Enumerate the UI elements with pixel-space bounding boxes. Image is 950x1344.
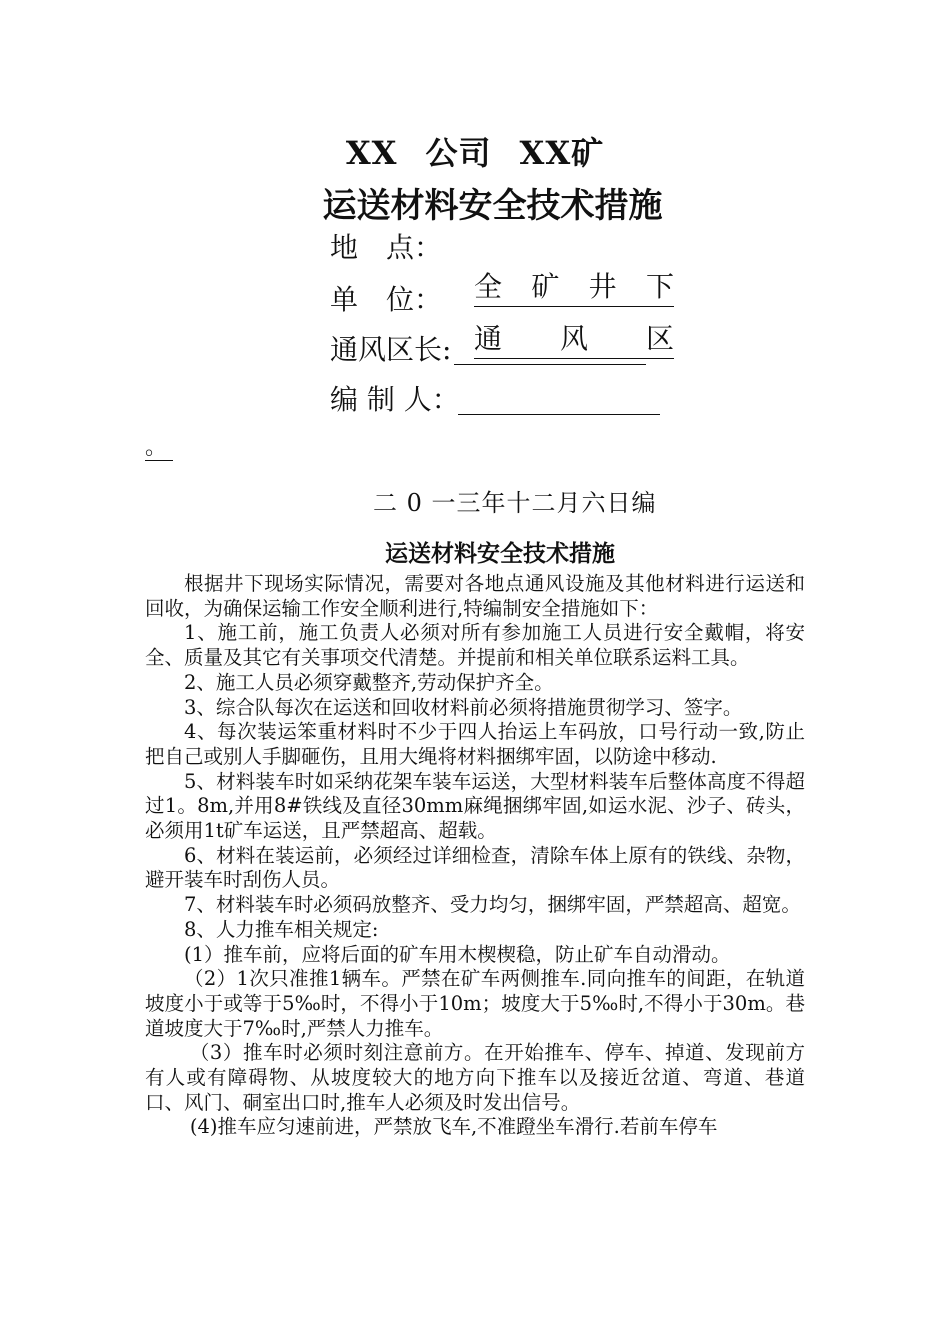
paragraph: 根据井下现场实际情况，需要对各地点通风设施及其他材料进行运送和回收，为确保运输工作安全顺利进行,特编制安全措施如下： — [145, 572, 805, 620]
chief-label: 通风区长: — [330, 333, 452, 366]
cover-title-company — [0, 128, 950, 174]
paragraph: 4、每次装运笨重材料时不少于四人抬运上车码放，口号行动一致,防止把自己或别人手脚砸伤，且用大绳将材料捆绑牢固，以防途中移动. — [145, 720, 805, 768]
body-title: 运送材料安全技术措施 — [385, 540, 615, 567]
author-row — [330, 380, 460, 420]
cover-title-main: 运送材料安全技术措施 — [322, 186, 663, 226]
chief-row — [330, 330, 451, 370]
paragraph: （2）1次只准推1辆车。严禁在矿车两侧推车.同向推车的间距，在轨道坡度小于或等于5‰时，不得小于10m；坡度大于5‰时,不得小于30m。巷道坡度大于7‰时,严禁人力推车。 — [145, 967, 805, 1040]
unit-label: 单 位： — [330, 283, 443, 316]
unit-value: 通 风 区 — [474, 320, 674, 359]
paragraph: 6、材料在装运前，必须经过详细检查，清除车体上原有的铁线、杂物，避开装车时刮伤人员。 — [145, 843, 805, 892]
paragraph: （3）推车时必须时刻注意前方。在开始推车、停车、掉道、发现前方有人或有障碍物、从坡度较大的地方向下推车以及接近岔道、弯道、巷道口、风门、硐室出口时,推车人必须及时发出信号。 — [145, 1041, 805, 1114]
company-name: 公司 — [425, 134, 492, 172]
compile-date: 二 0 一三年十二月六日编 — [373, 489, 657, 517]
paragraph: 1、施工前，施工负责人必须对所有参加施工人员进行安全戴帽，将安全、质量及其它有关事项交代清楚。并提前和相关单位联系运料工具。 — [145, 621, 805, 670]
author-label: 编 制 人： — [330, 383, 460, 416]
paragraph: (1）推车前，应将后面的矿车用木楔楔稳，防止矿车自动滑动。 — [184, 942, 731, 966]
location-value: 全 矿 井 下 — [474, 268, 674, 307]
body-text — [145, 572, 805, 1140]
paragraph: 3、综合队每次在运送和回收材料前必须将措施贯彻学习、签字。 — [184, 695, 743, 719]
author-signature-line — [458, 384, 660, 415]
paragraph: 5、材料装车时如采纳花架车装车运送，大型材料装车后整体高度不得超过1。8m,并用8#铁线及直径30mm麻绳捆绑牢固,如运水泥、沙子、砖头，必须用1t矿车运送，且严禁超高、超载。 — [145, 769, 805, 843]
location-label: 地 点： — [330, 231, 443, 264]
paragraph: 2、施工人员必须穿戴整齐,劳动保护齐全。 — [184, 670, 554, 694]
paragraph: 8、人力推车相关规定: — [184, 917, 379, 941]
paragraph: (4)推车应匀速前进，严禁放飞车,不准蹬坐车滑行.若前车停车 — [189, 1115, 718, 1139]
chief-signature-line — [454, 334, 646, 365]
mine-name: XX矿 — [519, 134, 605, 172]
stray-mark: 。 — [145, 436, 173, 461]
company-prefix: XX — [345, 134, 398, 172]
paragraph: 7、材料装车时必须码放整齐、受力均匀，捆绑牢固，严禁超高、超宽。 — [184, 893, 801, 917]
